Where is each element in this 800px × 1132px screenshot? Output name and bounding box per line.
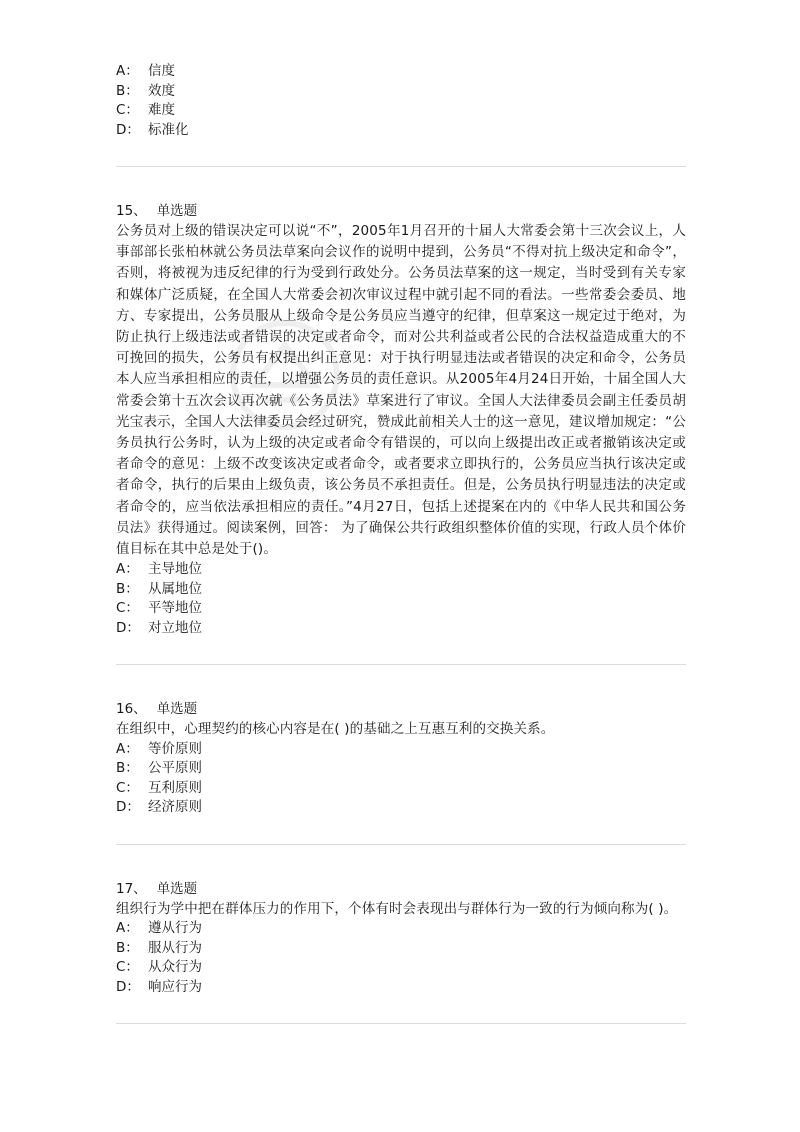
question-15	[116, 201, 686, 638]
question-header: 16、 单选题	[116, 701, 198, 718]
exam-page	[116, 62, 686, 1024]
option-d[interactable]: D： 对立地位	[116, 619, 202, 636]
divider	[116, 1023, 686, 1024]
question-17	[116, 879, 686, 998]
option-a[interactable]: A： 主导地位	[116, 561, 202, 578]
option-d[interactable]: D： 标准化	[116, 121, 189, 138]
option-a[interactable]: A： 遵从行为	[116, 920, 202, 937]
divider	[116, 844, 686, 845]
option-d[interactable]: D： 经济原则	[116, 799, 202, 816]
option-b[interactable]: B： 服从行为	[116, 939, 202, 956]
divider	[116, 166, 686, 167]
option-c[interactable]: C： 互利原则	[116, 779, 202, 796]
option-c[interactable]: C： 难度	[116, 102, 175, 118]
option-a[interactable]: A： 信度	[116, 63, 175, 79]
question-stem: 公务员对上级的错误决定可以说“不”，2005年1月召开的十届人大常委会第十三次会议上，人事部部长张柏林就公务员法草案向会议作的说明中提到，公务员“不得对抗上级决定和命令”，否则，将被视为违反纪律的行为受到行政处分。公务员法草案的这一规定，当时受到有关专家和媒体广泛质疑，在全国人大常委会初次审议过程中就引起不同的看法。一些常委会委员、地方、专家提出，公务员服从上级命令是公务员应当遵守的纪律，但草案这一规定过于绝对，为防止执行上级违法或者错误的决定或者命令，而对公共利益或者公民的合法权益造成重大的不可挽回的损失，公务员有权提出纠正意见：对于执行明显违法或者错误的决定和命令，公务员本人应当承担相应的责任，以增强公务员的责任意识。从2005年4月24日开始，十届全国人大常委会第十五次会议再次就《公务员法》草案进行了审议。全国人大法律委员会副主任委员胡光宝表示，全国人大法律委员会经过研究，赞成此前相关人士的这一意见，建议增加规定：“公务员执行公务时，认为上级的决定或者命令有错误的，可以向上级提出改正或者撤销该决定或者命令的意见：上级不改变该决定或者命令，或者要求立即执行的，公务员应当执行该决定或者命令，执行的后果由上级负责，该公务员不承担责任。但是，公务员执行明显违法的决定或者命令的，应当依法承担相应的责任。”4月27日，包括上述提案在内的《中华人民共和国公务员法》获得通过。阅读案例，回答： 为了确保公共行政组织整体价值的实现，行政人员个体价值目标在其中总是处于()。	[116, 223, 686, 558]
option-c[interactable]: C： 从众行为	[116, 959, 202, 976]
option-d[interactable]: D： 响应行为	[116, 978, 202, 995]
option-b[interactable]: B： 效度	[116, 82, 175, 99]
question-stem: 在组织中，心理契约的核心内容是在( )的基础之上互惠互利的交换关系。	[116, 721, 555, 738]
question-header: 17、 单选题	[116, 880, 198, 897]
option-a[interactable]: A： 等价原则	[116, 740, 202, 757]
option-b[interactable]: B： 公平原则	[116, 760, 202, 777]
option-b[interactable]: B： 从属地位	[116, 580, 202, 597]
prev-question-options	[116, 62, 686, 140]
option-c[interactable]: C： 平等地位	[116, 600, 202, 617]
question-header: 15、 单选题	[116, 203, 198, 219]
question-16	[116, 699, 686, 818]
divider	[116, 664, 686, 665]
question-stem: 组织行为学中把在群体压力的作用下，个体有时会表现出与群体行为一致的行为倾向称为( )。	[116, 900, 678, 917]
